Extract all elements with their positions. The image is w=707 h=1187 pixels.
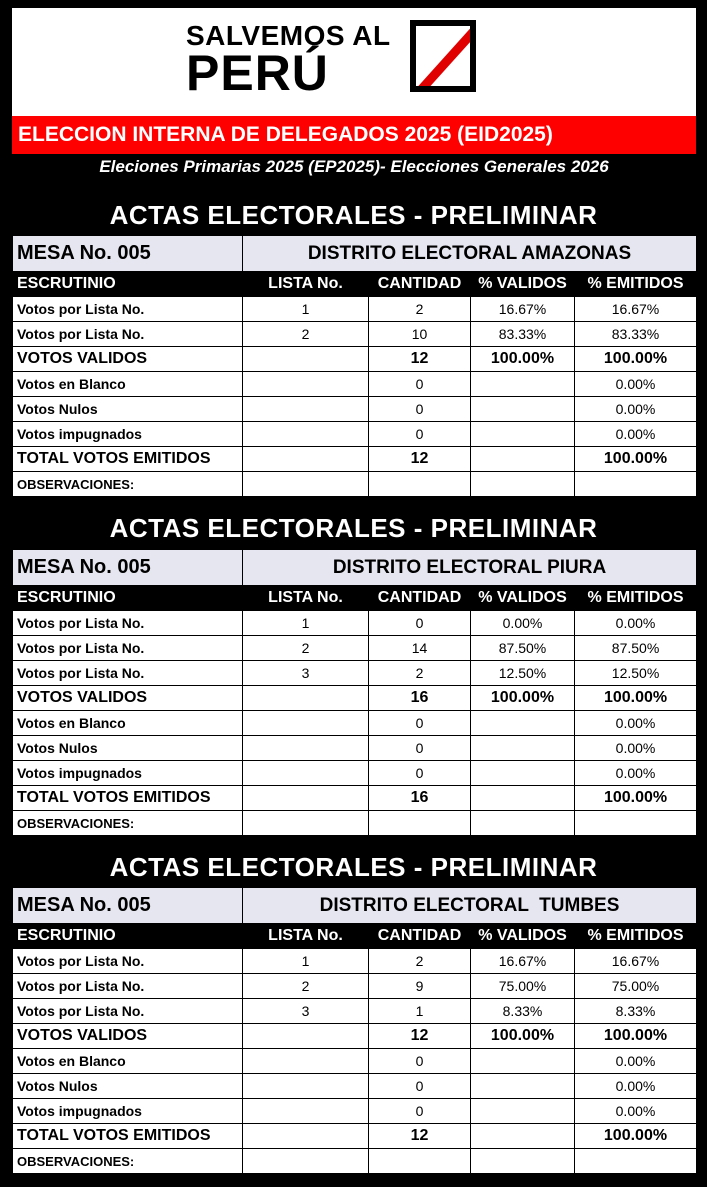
row-label: OBSERVACIONES: <box>13 472 243 497</box>
emitidos-value: 0.00% <box>575 736 697 761</box>
cantidad-value: 16 <box>369 786 471 811</box>
emitidos-value: 100.00% <box>575 1024 697 1049</box>
lista-number: 3 <box>243 661 369 686</box>
emitidos-value: 0.00% <box>575 372 697 397</box>
cantidad-value: 0 <box>369 397 471 422</box>
total-row <box>13 786 697 811</box>
validos-value: 16.67% <box>471 949 575 974</box>
votos-blanco-row <box>13 711 697 736</box>
votos-nulos-row <box>13 397 697 422</box>
row-label: VOTOS VALIDOS <box>13 686 243 711</box>
mesa-row <box>13 236 697 272</box>
acta-table-piura <box>12 549 697 836</box>
district-name: DISTRITO ELECTORAL AMAZONAS <box>243 236 697 272</box>
cantidad-value: 0 <box>369 1049 471 1074</box>
emitidos-value: 0.00% <box>575 1049 697 1074</box>
emitidos-value: 100.00% <box>575 686 697 711</box>
col-validos: % VALIDOS <box>471 586 575 611</box>
emitidos-value: 83.33% <box>575 322 697 347</box>
table-row <box>13 297 697 322</box>
cantidad-value: 0 <box>369 711 471 736</box>
col-cantidad: CANTIDAD <box>369 272 471 297</box>
votos-blanco-row <box>13 372 697 397</box>
logo-header <box>12 8 696 116</box>
emitidos-value: 16.67% <box>575 949 697 974</box>
row-label: Votos por Lista No. <box>13 999 243 1024</box>
election-subtitle: Eleciones Primarias 2025 (EP2025)- Elecciones Generales 2026 <box>12 154 696 180</box>
row-label: OBSERVACIONES: <box>13 811 243 836</box>
row-label: Votos impugnados <box>13 1099 243 1124</box>
col-lista: LISTA No. <box>243 586 369 611</box>
table-row <box>13 322 697 347</box>
cantidad-value: 1 <box>369 999 471 1024</box>
total-row <box>13 1124 697 1149</box>
mesa-row <box>13 888 697 924</box>
row-label: Votos por Lista No. <box>13 611 243 636</box>
mesa-row <box>13 550 697 586</box>
emitidos-value: 12.50% <box>575 661 697 686</box>
col-lista: LISTA No. <box>243 924 369 949</box>
lista-number: 2 <box>243 636 369 661</box>
cantidad-value: 0 <box>369 736 471 761</box>
validos-value: 16.67% <box>471 297 575 322</box>
col-cantidad: CANTIDAD <box>369 586 471 611</box>
row-label: Votos por Lista No. <box>13 636 243 661</box>
cantidad-value: 14 <box>369 636 471 661</box>
observaciones-row <box>13 811 697 836</box>
column-header-row <box>13 586 697 611</box>
logo-text-top: SALVEMOS AL <box>186 20 391 51</box>
votos-impugnados-row <box>13 1099 697 1124</box>
emitidos-value: 87.50% <box>575 636 697 661</box>
emitidos-value: 0.00% <box>575 611 697 636</box>
row-label: Votos por Lista No. <box>13 661 243 686</box>
validos-value: 100.00% <box>471 1024 575 1049</box>
cantidad-value: 9 <box>369 974 471 999</box>
cantidad-value: 0 <box>369 761 471 786</box>
emitidos-value: 0.00% <box>575 711 697 736</box>
votos-nulos-row <box>13 736 697 761</box>
votos-blanco-row <box>13 1049 697 1074</box>
emitidos-value: 75.00% <box>575 974 697 999</box>
col-cantidad: CANTIDAD <box>369 924 471 949</box>
row-label: VOTOS VALIDOS <box>13 347 243 372</box>
observaciones-row <box>13 1149 697 1174</box>
row-label: VOTOS VALIDOS <box>13 1024 243 1049</box>
district-name: DISTRITO ELECTORAL TUMBES <box>243 888 697 924</box>
table-row <box>13 974 697 999</box>
row-label: TOTAL VOTOS EMITIDOS <box>13 786 243 811</box>
cantidad-value: 0 <box>369 1099 471 1124</box>
cantidad-value: 0 <box>369 1074 471 1099</box>
mesa-number: MESA No. 005 <box>13 236 243 272</box>
acta-title: ACTAS ELECTORALES - PRELIMINAR <box>109 513 598 543</box>
emitidos-value: 100.00% <box>575 1124 697 1149</box>
row-label: Votos Nulos <box>13 397 243 422</box>
cantidad-value: 12 <box>369 1024 471 1049</box>
total-row <box>13 447 697 472</box>
emitidos-value: 8.33% <box>575 999 697 1024</box>
cantidad-value: 2 <box>369 661 471 686</box>
table-row <box>13 949 697 974</box>
acta-table-amazonas <box>12 235 697 497</box>
emitidos-value: 100.00% <box>575 347 697 372</box>
row-label: Votos en Blanco <box>13 1049 243 1074</box>
row-label: OBSERVACIONES: <box>13 1149 243 1174</box>
table-row <box>13 661 697 686</box>
row-label: Votos impugnados <box>13 422 243 447</box>
votos-validos-row <box>13 1024 697 1049</box>
col-lista: LISTA No. <box>243 272 369 297</box>
cantidad-value: 0 <box>369 611 471 636</box>
row-label: Votos Nulos <box>13 736 243 761</box>
cantidad-value: 2 <box>369 297 471 322</box>
emitidos-value: 0.00% <box>575 422 697 447</box>
acta-title: ACTAS ELECTORALES - PRELIMINAR <box>109 852 598 882</box>
row-label: TOTAL VOTOS EMITIDOS <box>13 1124 243 1149</box>
lista-number: 1 <box>243 297 369 322</box>
lista-number: 2 <box>243 974 369 999</box>
col-validos: % VALIDOS <box>471 924 575 949</box>
row-label: Votos Nulos <box>13 1074 243 1099</box>
mesa-number: MESA No. 005 <box>13 550 243 586</box>
cantidad-value: 0 <box>369 422 471 447</box>
validos-value: 8.33% <box>471 999 575 1024</box>
votos-validos-row <box>13 686 697 711</box>
district-name: DISTRITO ELECTORAL PIURA <box>243 550 697 586</box>
row-label: Votos impugnados <box>13 761 243 786</box>
row-label: Votos por Lista No. <box>13 322 243 347</box>
validos-value: 87.50% <box>471 636 575 661</box>
election-title: ELECCION INTERNA DE DELEGADOS 2025 (EID2025) <box>12 116 696 154</box>
row-label: Votos en Blanco <box>13 372 243 397</box>
cantidad-value: 12 <box>369 447 471 472</box>
emitidos-value: 100.00% <box>575 447 697 472</box>
votos-impugnados-row <box>13 761 697 786</box>
emitidos-value: 0.00% <box>575 397 697 422</box>
col-escrutinio: ESCRUTINIO <box>13 272 243 297</box>
col-emitidos: % EMITIDOS <box>575 586 697 611</box>
lista-number: 2 <box>243 322 369 347</box>
votos-impugnados-row <box>13 422 697 447</box>
col-validos: % VALIDOS <box>471 272 575 297</box>
cantidad-value: 2 <box>369 949 471 974</box>
emitidos-value: 0.00% <box>575 761 697 786</box>
lista-number: 3 <box>243 999 369 1024</box>
validos-value: 83.33% <box>471 322 575 347</box>
row-label: Votos por Lista No. <box>13 297 243 322</box>
observaciones-row <box>13 472 697 497</box>
validos-value: 100.00% <box>471 686 575 711</box>
row-label: TOTAL VOTOS EMITIDOS <box>13 447 243 472</box>
lista-number: 1 <box>243 611 369 636</box>
cantidad-value: 12 <box>369 347 471 372</box>
col-emitidos: % EMITIDOS <box>575 272 697 297</box>
emitidos-value: 100.00% <box>575 786 697 811</box>
col-emitidos: % EMITIDOS <box>575 924 697 949</box>
validos-value: 0.00% <box>471 611 575 636</box>
validos-value: 100.00% <box>471 347 575 372</box>
row-label: Votos por Lista No. <box>13 949 243 974</box>
row-label: Votos por Lista No. <box>13 974 243 999</box>
col-escrutinio: ESCRUTINIO <box>13 924 243 949</box>
acta-title: ACTAS ELECTORALES - PRELIMINAR <box>109 200 598 230</box>
votos-validos-row <box>13 347 697 372</box>
column-header-row <box>13 924 697 949</box>
cantidad-value: 0 <box>369 372 471 397</box>
cantidad-value: 16 <box>369 686 471 711</box>
column-header-row <box>13 272 697 297</box>
row-label: Votos en Blanco <box>13 711 243 736</box>
cantidad-value: 12 <box>369 1124 471 1149</box>
table-row <box>13 611 697 636</box>
logo-flag-icon <box>410 20 476 92</box>
table-row <box>13 999 697 1024</box>
table-row <box>13 636 697 661</box>
cantidad-value: 10 <box>369 322 471 347</box>
lista-number: 1 <box>243 949 369 974</box>
validos-value: 12.50% <box>471 661 575 686</box>
logo-text-bottom: PERÚ <box>186 45 329 101</box>
mesa-number: MESA No. 005 <box>13 888 243 924</box>
emitidos-value: 16.67% <box>575 297 697 322</box>
votos-nulos-row <box>13 1074 697 1099</box>
emitidos-value: 0.00% <box>575 1074 697 1099</box>
validos-value: 75.00% <box>471 974 575 999</box>
acta-table-tumbes <box>12 887 697 1174</box>
emitidos-value: 0.00% <box>575 1099 697 1124</box>
col-escrutinio: ESCRUTINIO <box>13 586 243 611</box>
